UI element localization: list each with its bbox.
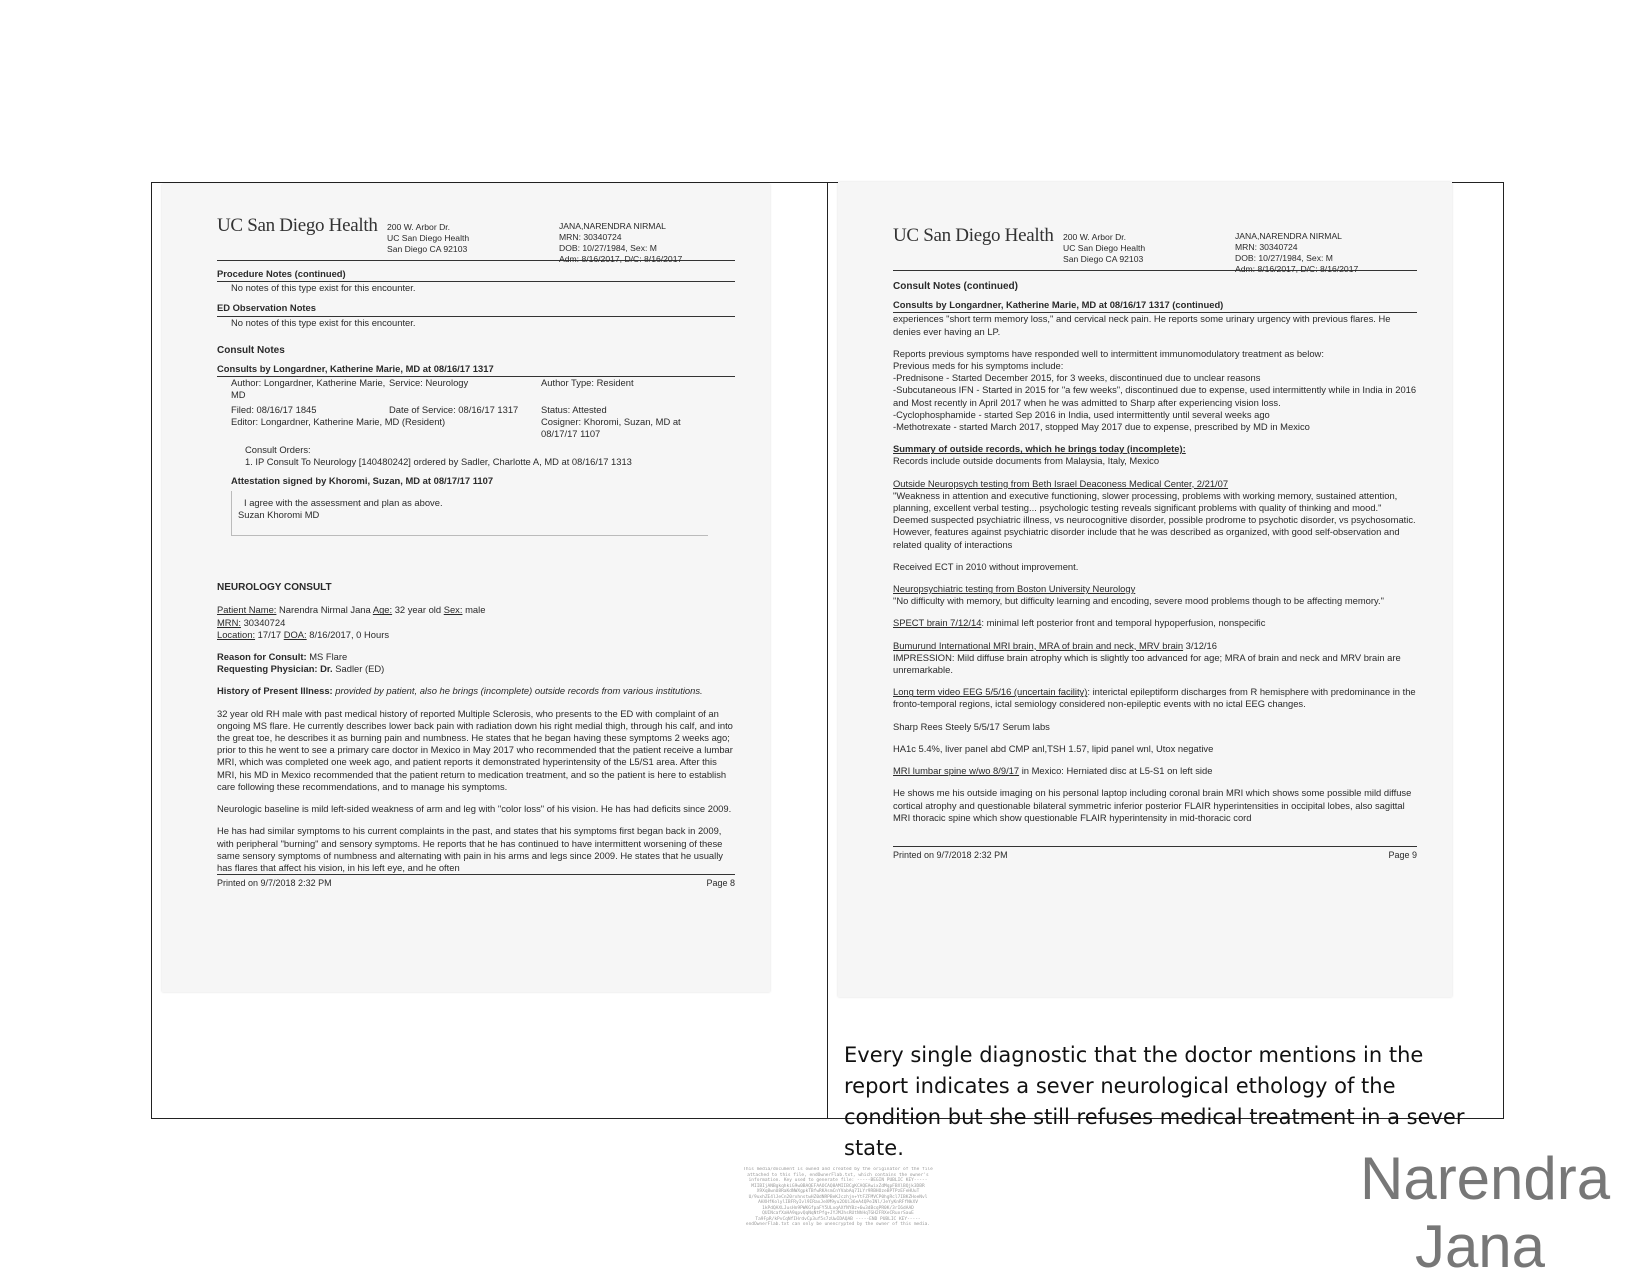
value: : minimal left posterior front and temporal hypoperfusion, nonspecific (981, 617, 1266, 629)
patient-line: DOB: 10/27/1984, Sex: M (1235, 253, 1333, 263)
address-line: San Diego CA 92103 (1063, 254, 1144, 264)
value: Sadler (ED) (332, 663, 385, 675)
label: Long term video EEG 5/5/16 (uncertain facility) (893, 686, 1088, 698)
page-9-footer (893, 846, 1417, 861)
patient-line: MRN: 30340724 (559, 232, 622, 242)
hpi-intro (217, 685, 735, 697)
scanned-page-9 (838, 182, 1452, 997)
label: Reason for Consult: (217, 651, 307, 663)
laptop-imaging-text: He shows me his outside imaging on his personal laptop including coronal brain MRI which shows some possible mild diffuse cortical atrophy and questionable bilateral symmetric inferior posterior FLAIR hyperintensities in occipital lobes, also sagittal MRI thoracic spine which show questionable FLAIR hyperintensity in mid-thoracic cord (893, 787, 1412, 823)
attestation-heading: Attestation signed by Khoromi, Suzan, MD at 08/17/17 1107 (231, 474, 494, 486)
hpi-paragraph-2: Neurologic baseline is mild left-sided weakness of arm and leg with "color loss" of his vision. He has had deficits since 2009. (217, 803, 732, 815)
value: 17/17 (255, 628, 284, 640)
label: Age: (372, 604, 393, 616)
meta-cosigner: Cosigner: Khoromi, Suzan, MD at 08/17/17 1107 (541, 415, 681, 440)
label: MRI lumbar spine w/wo 8/9/17 (893, 765, 1020, 777)
label: Bumurund International MRI brain, MRA of brain and neck, MRV brain (893, 639, 1184, 651)
attestation-box (231, 491, 708, 536)
bumrungrad-line (893, 640, 1417, 652)
med-line: -Cyclophosphamide - started Sep 2016 in India, used intermittently until several weeks ago (893, 408, 1270, 420)
procedure-notes-text: No notes of this type exist for this encounter. (231, 282, 416, 294)
value: 32 year old (392, 604, 444, 616)
ect-text: Received ECT in 2010 without improvement. (893, 560, 1079, 572)
neurology-consult-title: NEUROLOGY CONSULT (217, 582, 332, 594)
label: Requesting Physician: Dr. (217, 663, 333, 675)
meta-date-of-service: Date of Service: 08/16/17 1317 (389, 403, 519, 415)
med-line: -Methotrexate - started March 2017, stopped May 2017 due to expense, prescribed by MD in Mexico (893, 421, 1310, 433)
value: 30340724 (240, 616, 286, 628)
value: provided by patient, also he brings (incomplete) outside records from various institutions. (332, 685, 703, 697)
consults-by-heading: Consults by Longardner, Katherine Marie, MD at 08/16/17 1317 (continued) (893, 299, 1417, 313)
page-8-footer (217, 874, 735, 889)
consult-meta (217, 377, 735, 468)
meta-author: Author: Longardner, Katherine Marie, MD (231, 377, 386, 401)
printed-date: Printed on 9/7/2018 2:32 PM (893, 849, 1008, 860)
meta-status: Status: Attested (541, 403, 607, 415)
bumrungrad-text: IMPRESSION: Mild diffuse brain atrophy which is slightly too advanced for age; MRA of brain and neck and MRV brain are unremarkable. (893, 651, 1401, 676)
scanned-page-8 (162, 184, 770, 992)
page-8-content (217, 216, 735, 889)
address-line: 200 W. Arbor Dr. (1063, 232, 1127, 242)
spect-line (893, 617, 1417, 629)
summary-heading: Summary of outside records, which he brings today (incomplete): (893, 443, 1186, 455)
hpi-paragraph-1: 32 year old RH male with past medical history of reported Multiple Sclerosis, who presents to the ED with complaint of an ongoing MS flare. He currently describes lower back pain with radiation down his right medial thigh, through his calf, and into the great toe, he describes it as burning pain and numbness. He states that he began having these symptoms 2 weeks ago; prior to this he went to see a primary care doctor in Mexico in May 2017 who recommended that the patient receive a lumbar MRI, which was completed one week ago, and patient reports it demonstrated hyperintensity of the L5/S1 area. After this MRI, his MD in Mexico recommended that the patient return to medication treatment, and so the patient is here to establish care following these recommendations, and to manage his symptoms. (217, 707, 733, 792)
address-line: San Diego CA 92103 (387, 244, 468, 254)
med-line: -Subcutaneous IFN - Started in 2015 for "a few weeks", discontinued due to expense, used intermittently while in India in 2016 and Most recently in April 2017 when he was admitted to Sharp after experiencing vision loss. (893, 384, 1417, 408)
page-9-header (893, 225, 1417, 274)
ucsd-logo: UC San Diego Health (217, 215, 378, 236)
patient-line: Adm: 8/16/2017, D/C: 8/16/2017 (559, 254, 683, 264)
patient-info (1235, 231, 1358, 275)
label: Patient Name: (217, 604, 277, 616)
bu-text: "No difficulty with memory, but difficulty learning and encoding, severe mood problems though to be affecting memory." (893, 595, 1384, 607)
author-name (1360, 1145, 1611, 1281)
label: Sex: (443, 604, 463, 616)
patient-line: MRN: 30340724 (1235, 242, 1298, 252)
consult-orders-label: Consult Orders: (245, 444, 311, 456)
consult-notes-heading: Consult Notes (continued) (893, 281, 1018, 292)
procedure-notes-heading: Procedure Notes (continued) (217, 268, 735, 282)
label: DOA: (283, 628, 307, 640)
attestation-text: I agree with the assessment and plan as above. (244, 496, 443, 508)
patient-line: JANA,NARENDRA NIRMAL (559, 221, 666, 231)
summary-text: Records include outside documents from Malaysia, Italy, Mexico (893, 455, 1160, 467)
reason-for-consult (217, 651, 735, 663)
patient-mrn (217, 617, 735, 629)
patient-line: JANA,NARENDRA NIRMAL (1235, 231, 1342, 241)
author-last-name: Jana (1414, 1213, 1546, 1280)
labs-text: HA1c 5.4%, liver panel abd CMP anl,TSH 1.57, lipid panel wnl, Utox negative (893, 742, 1214, 754)
page-number: Page 8 (706, 878, 735, 889)
neuropsych-heading: Outside Neuropsych testing from Beth Israel Deaconess Medical Center, 2/21/07 (893, 477, 1229, 489)
value: Narendra Nirmal Jana (276, 604, 373, 616)
bu-heading: Neuropsychiatric testing from Boston University Neurology (893, 583, 1136, 595)
meta-filed: Filed: 08/16/17 1845 (231, 403, 317, 415)
neuropsych-text: "Weakness in attention and executive functioning, slower processing, problems with working memory, sustained attention, planning, excellent verbal testing... psychologic testing reveals significant problems with quality of thinking and mood." Deemed suspected psychiatric illness, vs neurocognitive disorder, possible prodrome to psychotic disorder, vs psychosomatic. However, features against psychiatric disorder include that he was described as organized, with good self-observation and related quality of interactions (893, 489, 1416, 550)
meta-author-type: Author Type: Resident (541, 377, 634, 389)
ucsd-logo: UC San Diego Health (893, 225, 1054, 246)
patient-demographics (217, 604, 735, 616)
patient-location (217, 629, 735, 641)
ed-observation-heading: ED Observation Notes (217, 302, 735, 316)
value: 8/16/2017, 0 Hours (306, 628, 390, 640)
value: MS Flare (306, 651, 348, 663)
page-9-content (893, 226, 1417, 861)
meta-service: Service: Neurology (389, 377, 469, 389)
attestation-signature: Suzan Khoromi MD (238, 509, 320, 521)
med-line: Previous meds for his symptoms include: (893, 360, 1064, 372)
hospital-address (1063, 232, 1145, 265)
consult-order: 1. IP Consult To Neurology [140480242] ordered by Sadler, Charlotte A, MD at 08/16/17 1313 (245, 456, 632, 468)
page-8-header (217, 215, 735, 264)
value: in Mexico: Herniated disc at L5-S1 on left side (1019, 765, 1213, 777)
value: : interictal epileptiform discharges from R hemisphere with predominance in the fronto-temporal regions, ictal semiology considered non-epileptic events with no ictal EEG changes. (893, 686, 1416, 710)
patient-line: Adm: 8/16/2017, D/C: 8/16/2017 (1235, 264, 1359, 274)
sharp-labs-heading: Sharp Rees Steely 5/5/17 Serum labs (893, 720, 1050, 732)
eeg-line (893, 686, 1417, 710)
note-paragraph-1: experiences "short term memory loss," and cervical neck pain. He reports some urinary urgency with previous flares. He denies ever having an LP. (893, 313, 1391, 337)
value: male (462, 604, 486, 616)
author-first-name: Narendra (1360, 1145, 1611, 1212)
value: 3/12/16 (1183, 639, 1217, 651)
frame-divider (827, 182, 828, 1119)
page-number: Page 9 (1388, 849, 1417, 860)
note-paragraph-2: Reports previous symptoms have responded well to intermittent immunomodulatory treatment as below: (893, 347, 1324, 359)
commentary-caption: Every single diagnostic that the doctor mentions in the report indicates a sever neurological ethology of the condition but she still refuses medical treatment in a sever state. (844, 1043, 1465, 1160)
label: MRN: (217, 616, 241, 628)
meta-editor: Editor: Longardner, Katherine Marie, MD (Resident) (231, 415, 446, 427)
ed-observation-text: No notes of this type exist for this encounter. (231, 316, 416, 328)
patient-line: DOB: 10/27/1984, Sex: M (559, 243, 657, 253)
hpi-paragraph-3: He has had similar symptoms to his current complaints in the past, and states that his symptoms first began back in 2009, with peripheral "burning" and sensory symptoms. He reports that he has continued to have intermittent worsening of these same sensory symptoms of numbness and alternating with pain in his arms and legs since 2009. He states that he usually has flares that affect his vision, in his left eye, and he often (217, 825, 723, 873)
consult-notes-heading: Consult Notes (217, 344, 285, 356)
label: Location: (217, 628, 256, 640)
mri-lumbar-line (893, 765, 1417, 777)
ownership-watermark: This media/document is owned and created by the originator of the file attached to this file, endOwnerFlab.txt, which contains the owner's information. Key used to generate file: -----BEGIN PUBLIC KEY----- MIIBIjANBgkqhkiG9w0BAQEFAAOCAQ8AMIIBCgKCAQEAwixZdMqpFBXlBQjk3DBR X9Xq8wnU8RaKdNWXgpkTBfwRKAsmCnYVabAq7ILYr9RBHOzeBPTPzEFeHUuT U/9uxhZE4lJeCn20rxhnstwHZ0dNRPBeKJczhjn+YtFZFMVCP0hgRcl7IBKZHoeNvl AHXHfKolylIBFRyIvl9IRaxJeXM9yu2OUi36eA4QPeINl/JeYyKnRFfNkXV 1kPdQAXLJusHn9PWKGfpaFY5ULxqAXfNYBz+6w3dBcqPR0K/3rI6dAAD QUINcafXaHA9qpvQqNqNtPfg+JYJMJhsRUtNhHqTGH2FRXeCRuorSauE Ta9FpR/kPvCqNfIHrdvCp3uf5s7zUwIDAQAB -----END PUBLIC KEY----- endOwnerFlab.txt can only be unencrypted by the owner of this media. (743, 1167, 933, 1227)
address-line: 200 W. Arbor Dr. (387, 222, 451, 232)
consults-by-heading: Consults by Longardner, Katherine Marie, MD at 08/16/17 1317 (217, 363, 735, 377)
requesting-physician (217, 663, 735, 675)
printed-date: Printed on 9/7/2018 2:32 PM (217, 878, 332, 889)
med-line: -Prednisone - Started December 2015, for 3 weeks, discontinued due to unclear reasons (893, 372, 1261, 384)
label: History of Present Illness: (217, 685, 333, 697)
hospital-address (387, 222, 469, 255)
patient-info (559, 221, 682, 265)
address-line: UC San Diego Health (1063, 243, 1146, 253)
address-line: UC San Diego Health (387, 233, 470, 243)
label: SPECT brain 7/12/14 (893, 617, 982, 629)
